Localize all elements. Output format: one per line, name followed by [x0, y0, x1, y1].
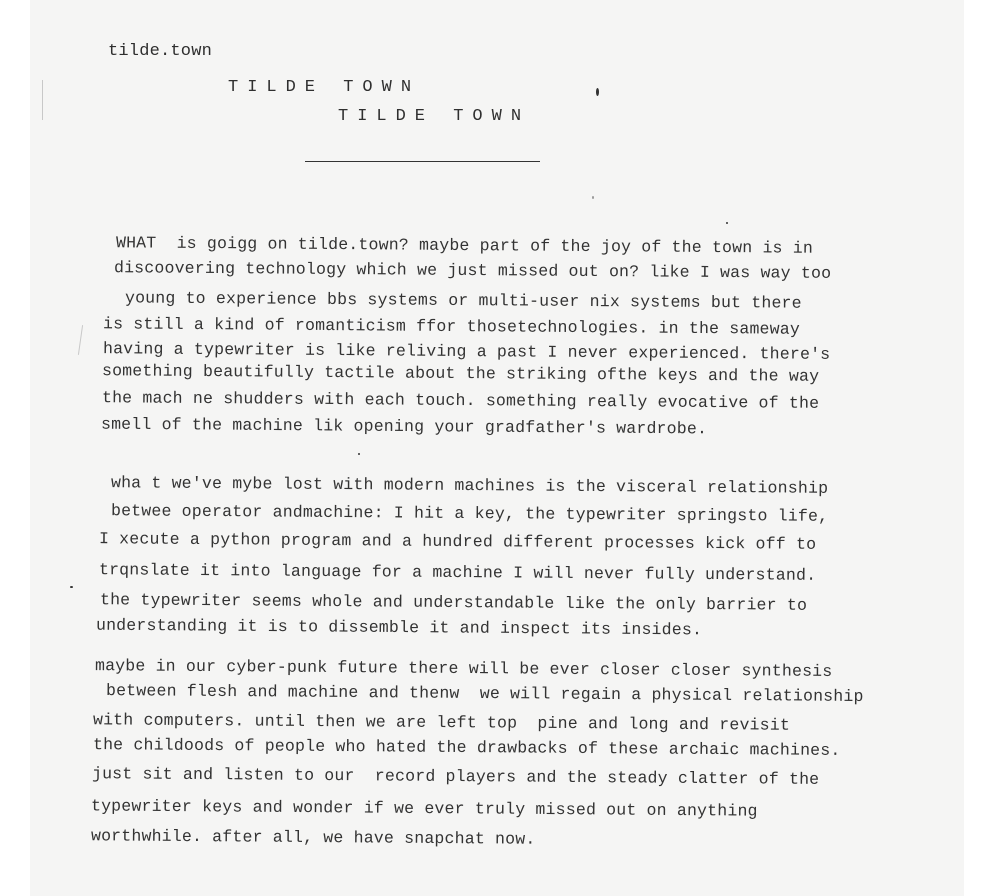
paragraph-3-line: the childoods of people who hated the drawbacks of these archaic machines.	[92, 735, 841, 760]
title-underline-rule	[305, 161, 540, 162]
ink-speck	[70, 586, 73, 588]
paragraph-3-line: worthwhile. after all, we have snapchat now.	[90, 826, 536, 849]
typewritten-page	[30, 0, 964, 896]
paragraph-2-line: the typewriter seems whole and understandable like the only barrier to	[99, 590, 808, 615]
paragraph-1-line: young to experience bbs systems or multi-user nix systems but there	[124, 288, 802, 313]
paper-crease-mark	[78, 325, 83, 355]
paragraph-3-line: typewriter keys and wonder if we ever truly missed out on anything	[90, 796, 758, 821]
ink-speck	[726, 222, 728, 224]
paragraph-1-line: the mach ne shudders with each touch. something really evocative of the	[101, 388, 820, 413]
paragraph-1-line: something beautifully tactile about the striking ofthe keys and the way	[101, 361, 820, 386]
title-line-2: TILDE TOWN	[338, 107, 531, 126]
paragraph-1-line: discoovering technology which we just missed out on? like I was way too	[113, 258, 832, 283]
ink-speck	[592, 196, 594, 199]
paper-crease-mark	[42, 80, 43, 120]
paragraph-2-line: understanding it is to dissemble it and inspect its insides.	[95, 615, 703, 640]
ink-speck	[596, 88, 599, 96]
paragraph-2-line: I xecute a python program and a hundred different processes kick off to	[98, 529, 817, 554]
paragraph-1-line: having a typewriter is like reliving a past I never experienced. there's	[102, 339, 831, 364]
paragraph-3-line: with computers. until then we are left top pine and long and revisit	[92, 710, 791, 735]
site-name: tilde.town	[108, 42, 213, 61]
paragraph-2-line: betwee operator andmachine: I hit a key, the typewriter springsto life,	[110, 501, 829, 526]
paragraph-3-line: just sit and listen to our record players and the steady clatter of the	[91, 764, 820, 789]
paragraph-1-line: WHAT is goigg on tilde.town? maybe part of the joy of the town is in	[115, 233, 814, 258]
paragraph-2-line: wha t we've mybe lost with modern machines is the visceral relationship	[110, 473, 829, 498]
ink-speck	[358, 453, 360, 455]
title-line-1: TILDE TOWN	[228, 78, 421, 97]
paragraph-3-line: between flesh and machine and thenw we will regain a physical relationship	[105, 681, 864, 706]
paragraph-3-line: maybe in our cyber-punk future there will be ever closer closer synthesis	[94, 656, 833, 681]
paragraph-1-line: smell of the machine lik opening your gradfather's wardrobe.	[100, 414, 708, 439]
paragraph-1-line: is still a kind of romanticism ffor thosetechnologies. in the sameway	[102, 314, 801, 339]
paragraph-2-line: trqnslate it into language for a machine I will never fully understand.	[98, 560, 817, 585]
